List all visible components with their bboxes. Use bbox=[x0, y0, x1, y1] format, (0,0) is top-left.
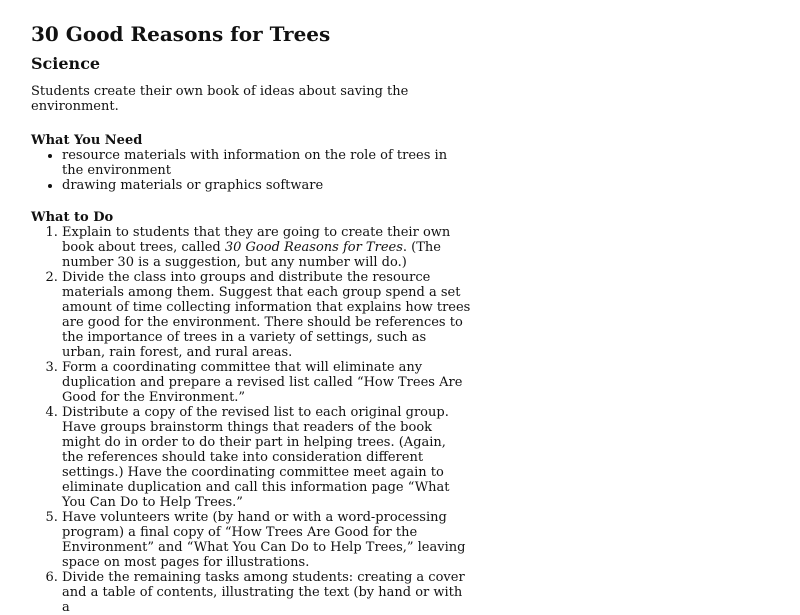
materials-item: • drawing materials or graphics software bbox=[62, 178, 471, 193]
book-title-italic: 30 Good Reasons for Trees bbox=[224, 240, 403, 255]
step-text: Explain to students that they are going to create their own book about trees, called bbox=[62, 225, 451, 255]
what-to-do-heading: What to Do bbox=[31, 210, 114, 225]
page-title: 30 Good Reasons for Trees bbox=[31, 22, 331, 46]
step-item bbox=[62, 225, 471, 270]
steps-list bbox=[31, 225, 471, 615]
step-item: 2. Divide the class into groups and distribute the resource materials among them. Suggest that each group spend a set amount of time collecting information that explains how trees are good for the environment. There should be references to the importance of trees in a variety of settings, such as urban, rain forest, and rural areas. bbox=[62, 270, 471, 360]
step-text: . (The number 30 is a suggestion, but any number will do.) bbox=[62, 240, 441, 270]
materials-item: • resource materials with information on the role of trees in the environment bbox=[62, 148, 471, 178]
subject-heading: Science bbox=[31, 54, 101, 73]
step-item: 5. Have volunteers write (by hand or with a word-processing program) a final copy of “How Trees Are Good for the Environment” and “What You Can Do to Help Trees,” leaving space on most pages for illustrations. bbox=[62, 510, 471, 570]
intro-text: Students create their own book of ideas about saving the environment. bbox=[31, 84, 409, 114]
step-item: 4. Distribute a copy of the revised list to each original group. Have groups brainstorm things that readers of the book might do in order to do their part in helping trees. (Again, the references should take into consideration different settings.) Have the coordinating committee meet again to eliminate duplication and call this information page “What You Can Do to Help Trees.” bbox=[62, 405, 471, 510]
step-item: 6. Divide the remaining tasks among students: creating a cover and a table of contents, illustrating the text (by hand or with a bbox=[62, 570, 471, 615]
step-item: 3. Form a coordinating committee that will eliminate any duplication and prepare a revised list called “How Trees Are Good for the Environment.” bbox=[62, 360, 471, 405]
materials-list bbox=[31, 148, 471, 193]
document-content bbox=[31, 22, 471, 615]
what-you-need-heading: What You Need bbox=[31, 133, 143, 148]
